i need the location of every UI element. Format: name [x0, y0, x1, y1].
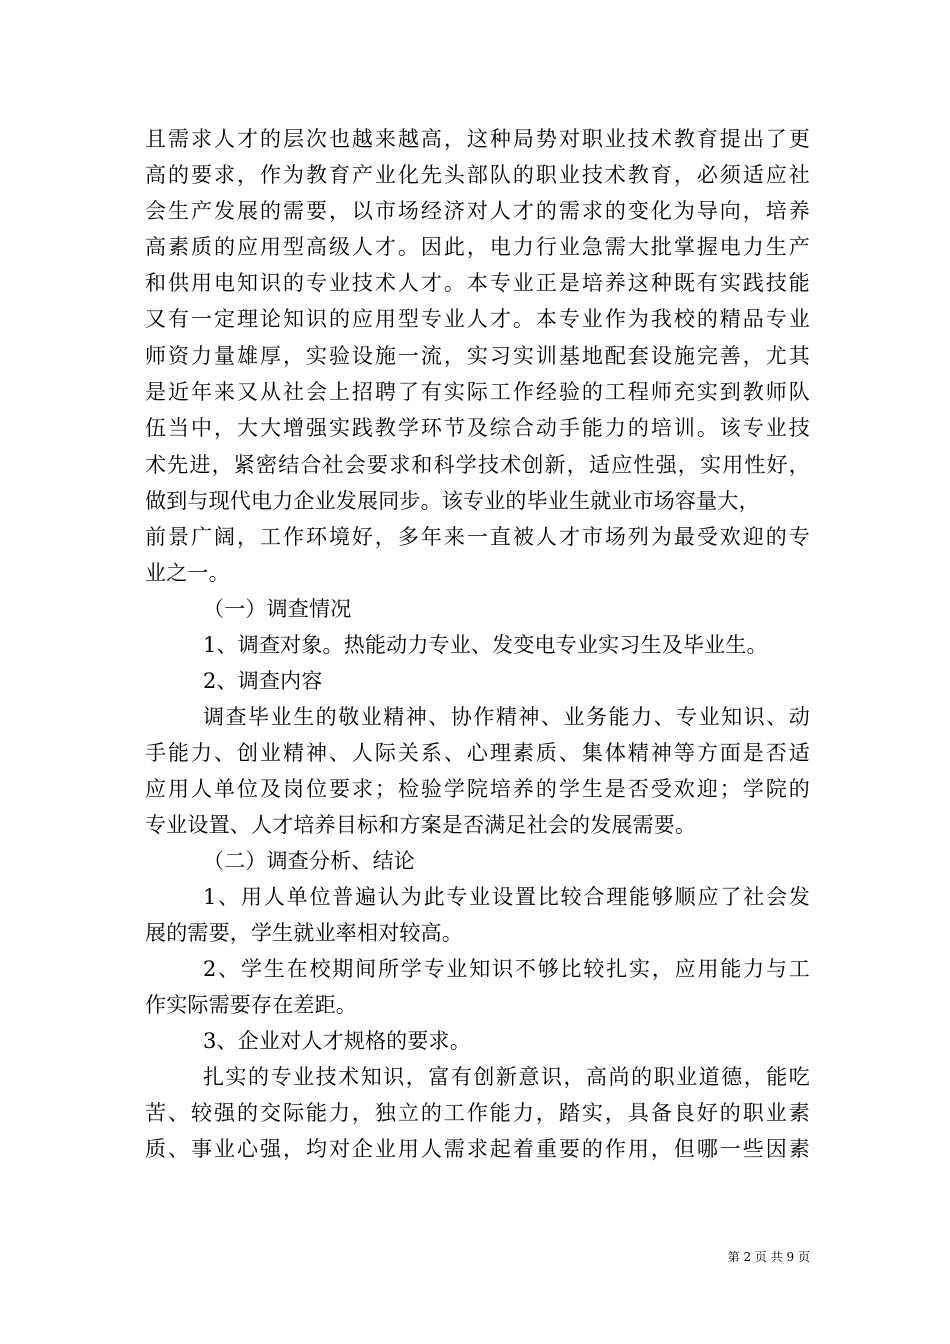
body-text-line: 质、事业心强，均对企业用人需求起着重要的作用，但哪一些因素: [145, 1137, 810, 1161]
list-item: 3、企业对人才规格的要求。: [203, 1029, 471, 1053]
body-text-line: 是近年来又从社会上招聘了有实际工作经验的工程师充实到教师队: [145, 380, 810, 404]
body-text-line: 调查毕业生的敬业精神、协作精神、业务能力、专业知识、动: [203, 705, 810, 729]
body-text-line: 且需求人才的层次也越来越高，这种局势对职业技术教育提出了更: [145, 127, 810, 151]
body-text-line: 业之一。: [145, 561, 230, 585]
body-text-line: 师资力量雄厚，实验设施一流，实习实训基地配套设施完善，尤其: [145, 344, 810, 368]
body-text-line: 会生产发展的需要，以市场经济对人才的需求的变化为导向，培养: [145, 199, 810, 223]
page-number-footer: 第 2 页 共 9 页: [727, 1250, 810, 1264]
list-item: 2、调查内容: [203, 669, 323, 693]
body-text-line: 作实际需要存在差距。: [145, 993, 357, 1017]
body-text-line: 应用人单位及岗位要求；检验学院培养的学生是否受欢迎；学院的: [145, 777, 810, 801]
body-text-line: 专业设置、人才培养目标和方案是否满足社会的发展需要。: [145, 813, 697, 837]
list-item: 2、学生在校期间所学专业知识不够比较扎实，应用能力与工: [203, 957, 810, 981]
body-text-line: 又有一定理论知识的应用型专业人才。本专业作为我校的精品专业: [145, 307, 810, 331]
body-text-line: 手能力、创业精神、人际关系、心理素质、集体精神等方面是否适: [145, 741, 810, 765]
section-heading: （二）调查分析、结论: [203, 849, 415, 873]
body-text-line: 和供用电知识的专业技术人才。本专业正是培养这种既有实践技能: [145, 271, 810, 295]
body-text-line: 前景广阔，工作环境好，多年来一直被人才市场列为最受欢迎的专: [145, 525, 810, 549]
body-text-line: 展的需要，学生就业率相对较高。: [145, 921, 463, 945]
body-text-line: 扎实的专业技术知识，富有创新意识，高尚的职业道德，能吃: [203, 1065, 810, 1089]
body-text-line: 做到与现代电力企业发展同步。该专业的毕业生就业市场容量大，: [145, 489, 760, 513]
list-item: 1、用人单位普遍认为此专业设置比较合理能够顺应了社会发: [203, 885, 810, 909]
body-text-line: 术先进，紧密结合社会要求和科学技术创新，适应性强，实用性好，: [145, 453, 810, 477]
list-item: 1、调查对象。热能动力专业、发变电专业实习生及毕业生。: [203, 633, 768, 657]
body-text-line: 苦、较强的交际能力，独立的工作能力，踏实，具备良好的职业素: [145, 1101, 810, 1125]
body-text-line: 伍当中，大大增强实践教学环节及综合动手能力的培训。该专业技: [145, 416, 810, 440]
body-text-line: 高的要求，作为教育产业化先头部队的职业技术教育，必须适应社: [145, 163, 810, 187]
section-heading: （一）调查情况: [203, 597, 352, 621]
body-text-line: 高素质的应用型高级人才。因此，电力行业急需大批掌握电力生产: [145, 235, 810, 259]
